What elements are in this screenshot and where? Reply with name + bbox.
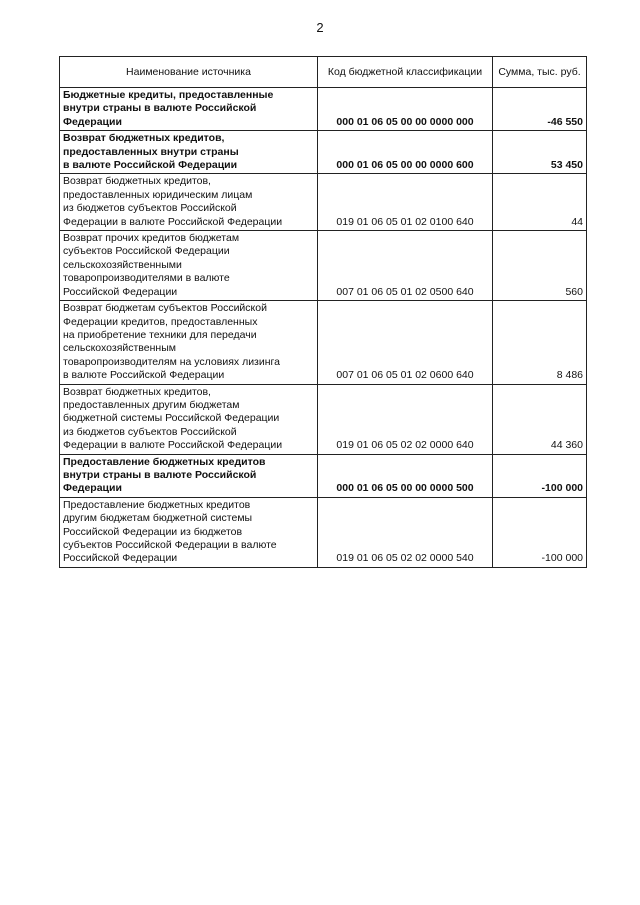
table-header-row <box>60 57 587 88</box>
source-name-cell: Возврат бюджетам субъектов Российской Федерации кредитов, предоставленных на приобретение техники для передачи сельскохозяйственным товаропроизводителям на условиях лизинга в валюте Российской Федерации <box>60 301 318 384</box>
header-budget-code: Код бюджетной классификации <box>318 57 493 88</box>
budget-code-cell: 000 01 06 05 00 00 0000 000 <box>318 88 493 131</box>
table-row <box>60 88 587 131</box>
budget-sources-table <box>59 56 587 568</box>
budget-code-cell: 000 01 06 05 00 00 0000 500 <box>318 454 493 497</box>
source-name-cell: Предоставление бюджетных кредитов другим бюджетам бюджетной системы Российской Федерации из бюджетов субъектов Российской Федерации в валюте Российской Федерации <box>60 497 318 567</box>
source-name-cell: Возврат прочих кредитов бюджетам субъектов Российской Федерации сельскохозяйственными товаропроизводителями в валюте Российской Федерации <box>60 231 318 301</box>
source-name-cell: Предоставление бюджетных кредитов внутри страны в валюте Российской Федерации <box>60 454 318 497</box>
budget-code-cell: 007 01 06 05 01 02 0600 640 <box>318 301 493 384</box>
page-number: 2 <box>316 20 324 35</box>
sum-cell: 44 <box>493 174 587 231</box>
header-sum: Сумма, тыс. руб. <box>493 57 587 88</box>
table-row <box>60 384 587 454</box>
budget-code-cell: 019 01 06 05 02 02 0000 540 <box>318 497 493 567</box>
table-row <box>60 131 587 174</box>
table-row <box>60 301 587 384</box>
header-source-name: Наименование источника <box>60 57 318 88</box>
sum-cell: 560 <box>493 231 587 301</box>
table-row <box>60 231 587 301</box>
sum-cell: 8 486 <box>493 301 587 384</box>
budget-code-cell: 007 01 06 05 01 02 0500 640 <box>318 231 493 301</box>
table-body <box>60 88 587 568</box>
budget-code-cell: 000 01 06 05 00 00 0000 600 <box>318 131 493 174</box>
source-name-cell: Возврат бюджетных кредитов, предоставленных юридическим лицам из бюджетов субъектов Российской Федерации в валюте Российской Федерации <box>60 174 318 231</box>
budget-code-cell: 019 01 06 05 01 02 0100 640 <box>318 174 493 231</box>
sum-cell: -100 000 <box>493 454 587 497</box>
table-row <box>60 454 587 497</box>
sum-cell: 44 360 <box>493 384 587 454</box>
table-row <box>60 174 587 231</box>
source-name-cell: Возврат бюджетных кредитов, предоставленных внутри страны в валюте Российской Федерации <box>60 131 318 174</box>
source-name-cell: Возврат бюджетных кредитов, предоставленных другим бюджетам бюджетной системы Российской Федерации из бюджетов субъектов Российской Федерации в валюте Российской Федерации <box>60 384 318 454</box>
sum-cell: -46 550 <box>493 88 587 131</box>
sum-cell: -100 000 <box>493 497 587 567</box>
sum-cell: 53 450 <box>493 131 587 174</box>
budget-code-cell: 019 01 06 05 02 02 0000 640 <box>318 384 493 454</box>
source-name-cell: Бюджетные кредиты, предоставленные внутри страны в валюте Российской Федерации <box>60 88 318 131</box>
table-row <box>60 497 587 567</box>
